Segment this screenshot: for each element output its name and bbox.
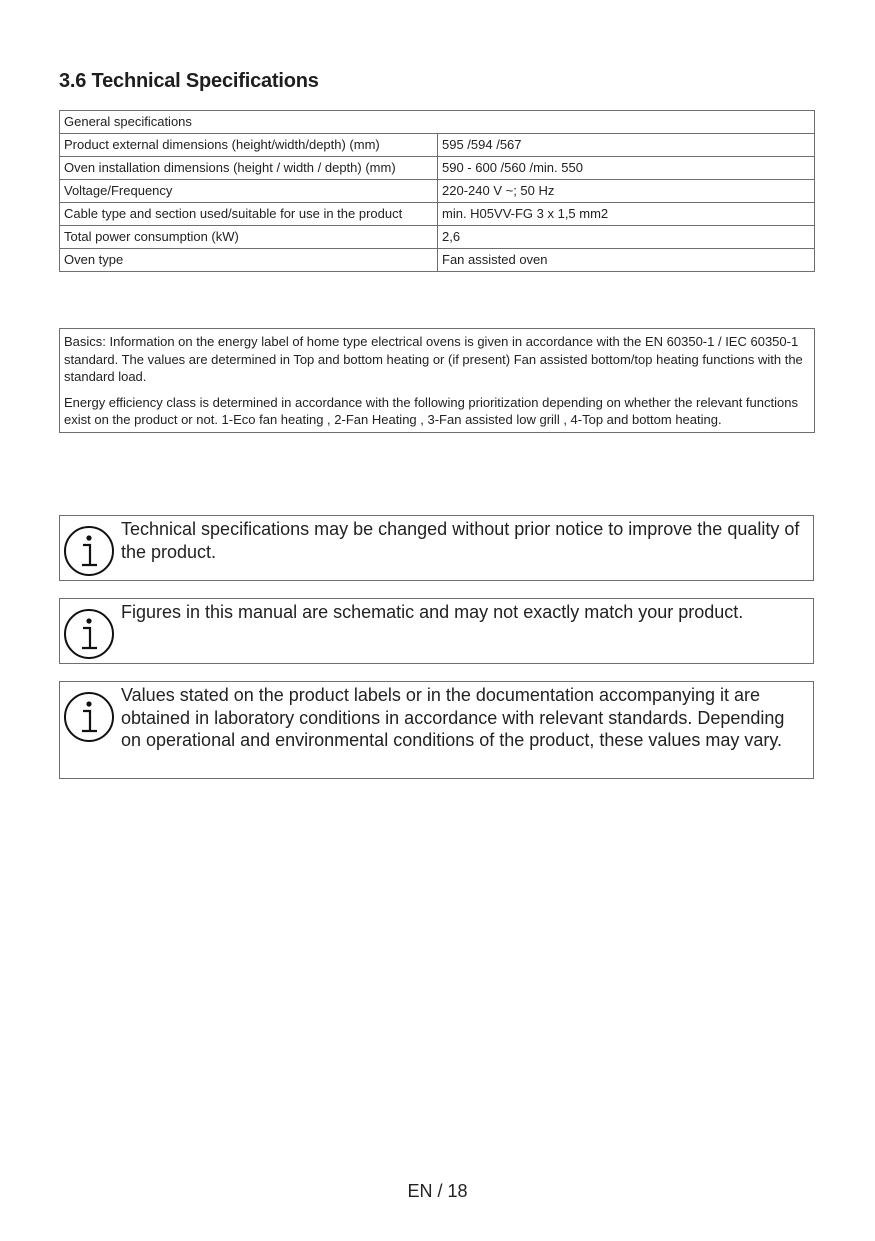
spec-value: Fan assisted oven <box>438 249 815 272</box>
table-header: General specifications <box>60 111 815 134</box>
note-text: Figures in this manual are schematic and may not exactly match your product. <box>121 602 744 622</box>
spec-label: Product external dimensions (height/width/depth) (mm) <box>60 134 438 157</box>
info-note <box>59 515 814 581</box>
spec-table <box>59 110 815 272</box>
spec-label: Oven installation dimensions (height / width / depth) (mm) <box>60 157 438 180</box>
info-note <box>59 598 814 664</box>
info-icon <box>63 691 115 743</box>
table-row <box>60 180 815 203</box>
energy-label-info-box <box>59 328 815 433</box>
spec-label: Voltage/Frequency <box>60 180 438 203</box>
table-row <box>60 226 815 249</box>
info-note <box>59 681 814 779</box>
info-icon <box>63 525 115 577</box>
section-title: 3.6 Technical Specifications <box>59 70 319 92</box>
spec-value: 220-240 V ~; 50 Hz <box>438 180 815 203</box>
note-text: Values stated on the product labels or in the documentation accompanying it are obtained in laboratory conditions in accordance with relevant standards. Depending on operational and environmental conditions of the product, these values may vary. <box>121 685 785 750</box>
note-text: Technical specifications may be changed without prior notice to improve the quality of the product. <box>121 519 800 562</box>
page-number: EN / 18 <box>407 1181 468 1201</box>
spec-value: 590 - 600 /560 /min. 550 <box>438 157 815 180</box>
basics-paragraph: Basics: Information on the energy label of home type electrical ovens is given in accordance with the EN 60350-1 / IEC 60350-1 standard. The values are determined in Top and bottom heating or (if present) Fan assisted bottom/top heating functions with the standard load. <box>64 334 803 384</box>
table-row <box>60 134 815 157</box>
table-row <box>60 249 815 272</box>
info-icon <box>63 608 115 660</box>
table-row <box>60 203 815 226</box>
spec-value: 2,6 <box>438 226 815 249</box>
spec-label: Total power consumption (kW) <box>60 226 438 249</box>
table-row <box>60 157 815 180</box>
energy-class-paragraph: Energy efficiency class is determined in accordance with the following prioritization depending on whether the relevant functions exist on the product or not. 1-Eco fan heating , 2-Fan Heating , 3-Fan assisted low grill , 4-Top and bottom heating. <box>64 394 798 427</box>
spec-label: Oven type <box>60 249 438 272</box>
table-header-row <box>60 111 815 134</box>
spec-label: Cable type and section used/suitable for use in the product <box>60 203 438 226</box>
spec-value: 595 /594 /567 <box>438 134 815 157</box>
spec-value: min. H05VV-FG 3 x 1,5 mm2 <box>438 203 815 226</box>
